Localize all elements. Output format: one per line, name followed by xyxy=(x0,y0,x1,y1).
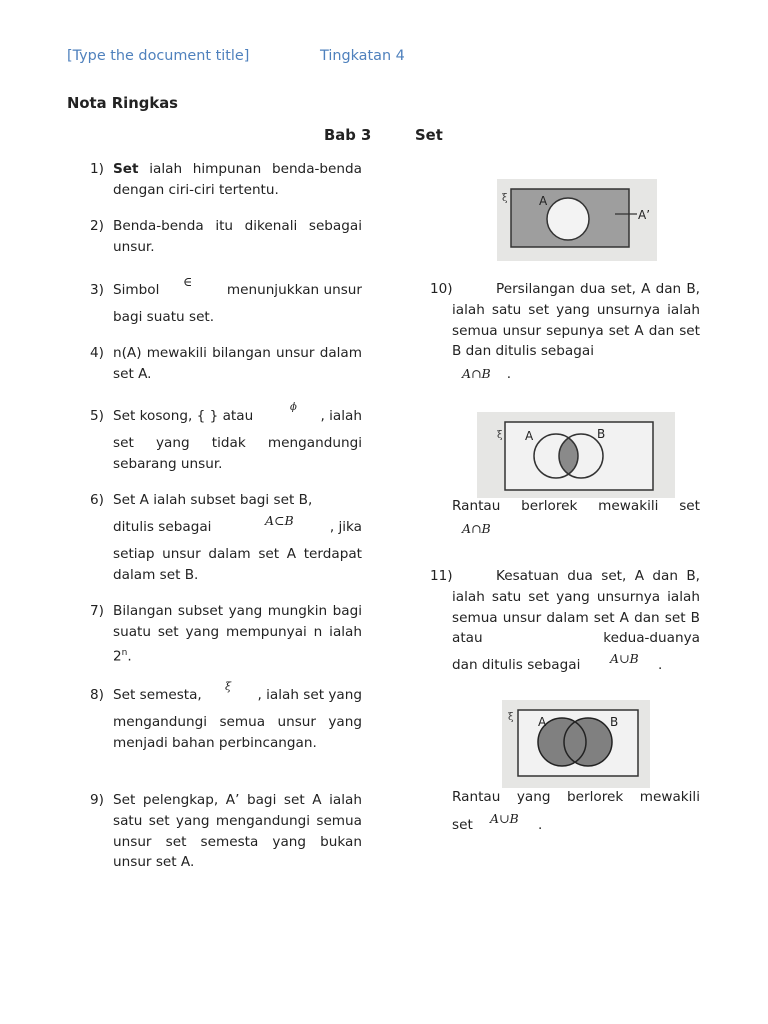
note-7: 7) Bilangan subset yang mungkin bagi suatu set yang mempunyai n ialah 2$^n$. xyxy=(90,603,362,665)
universal-set-symbol: ξ xyxy=(225,680,232,693)
note-9 xyxy=(90,790,362,873)
xi-label: ξ xyxy=(502,193,508,204)
note-text: Persilangan dua set, A dan B, ialah satu set yang unsurnya ialah semua unsur sepunya set A dan set B dan ditulis sebagai xyxy=(452,281,700,360)
level-label: Tingkatan 4 xyxy=(320,48,405,64)
a-label: A xyxy=(539,194,548,208)
note-8: 8) Set semesta, ξ , ialah set yang mengandungi semua unsur yang menjadi bahan perbincangan. xyxy=(90,685,362,754)
xi-label: ξ xyxy=(497,430,503,441)
a-prime-label: A’ xyxy=(638,208,651,222)
note-3: 3) Simbol ∈ menunjukkan unsur bagi suatu set. xyxy=(90,274,362,325)
element-of-symbol: ∈ xyxy=(183,274,193,289)
note-text: mengandungi semua unsur yang menjadi bahan perbincangan. xyxy=(113,714,362,751)
intersection-expression: A∩B xyxy=(462,366,491,382)
note-text: Set pelengkap, A’ bagi set A ialah satu set yang mengandungi semua unsur set semesta yang bukan unsur set A. xyxy=(113,792,362,871)
note-number: 3) xyxy=(90,282,104,298)
note-text: ialah himpunan benda-benda dengan ciri-ciri tertentu. xyxy=(113,161,362,198)
chapter-name: Set xyxy=(415,127,443,144)
note-2 xyxy=(90,216,362,258)
note-11: 11) Kesatuan dua set, A dan B, ialah satu set yang unsurnya ialah semua unsur dalam set A dan set B atau kedua-duanya dan ditulis sebagai A∪B . xyxy=(430,568,700,674)
intersection-caption: Rantau berlorek mewakili set A∩B xyxy=(452,496,700,540)
term-set: Set xyxy=(113,161,139,177)
note-number: 6) xyxy=(90,492,104,508)
note-number: 2) xyxy=(90,218,104,234)
chapter-number: Bab 3 xyxy=(324,127,372,144)
b-label: B xyxy=(597,427,606,441)
note-number: 5) xyxy=(90,408,104,424)
subset-expression: A⊂B xyxy=(265,512,294,528)
a-label: A xyxy=(538,715,547,729)
document-title-placeholder: [Type the document title] xyxy=(67,48,250,64)
note-4 xyxy=(90,343,362,385)
note-6: 6) Set A ialah subset bagi set B, ditulis sebagai A⊂B , jika setiap unsur dalam set A terdapat dalam set B. xyxy=(90,490,362,585)
a-label: A xyxy=(525,429,534,443)
b-label: B xyxy=(610,715,619,729)
complement-diagram xyxy=(497,179,657,261)
note-text: n(A) mewakili bilangan unsur dalam set A. xyxy=(113,345,362,382)
union-expression: A∪B xyxy=(610,651,639,667)
union-diagram xyxy=(502,700,650,788)
union-caption: Rantau yang berlorek mewakili set A∪B . xyxy=(452,789,700,833)
note-text: Benda-benda itu dikenali sebagai unsur. xyxy=(113,218,362,255)
note-number: 4) xyxy=(90,345,104,361)
note-number: 10) xyxy=(430,281,453,297)
note-number: 9) xyxy=(90,792,104,808)
intersection-expression: A∩B xyxy=(462,520,491,536)
note-5: 5) Set kosong, { } atau ϕ , ialah set yang tidak mengandungi sebarang unsur. xyxy=(90,406,362,475)
note-text: Bilangan subset yang mungkin bagi suatu set yang mempunyai n ialah 2 xyxy=(113,603,362,665)
note-text: setiap unsur dalam set A terdapat dalam set B. xyxy=(113,545,362,583)
empty-set-symbol: ϕ xyxy=(290,402,297,413)
set-a-circle xyxy=(547,198,589,240)
note-number: 7) xyxy=(90,603,104,619)
note-10: 10) Persilangan dua set, A dan B, ialah satu set yang unsurnya ialah semua unsur sepunya set A dan set B dan ditulis sebagai A∩B . xyxy=(430,281,700,383)
union-expression: A∪B xyxy=(490,810,519,826)
intersection-diagram xyxy=(477,412,675,498)
note-number: 1) xyxy=(90,161,104,177)
note-text: set yang tidak mengandungi sebarang unsur. xyxy=(113,435,362,472)
xi-label: ξ xyxy=(508,712,514,723)
exponent: n xyxy=(121,647,128,658)
note-number: 8) xyxy=(90,687,104,703)
note-1 xyxy=(90,159,362,201)
page-heading: Nota Ringkas xyxy=(67,95,178,112)
note-number: 11) xyxy=(430,568,453,584)
note-text: Kesatuan dua set, A dan B, ialah satu set yang unsurnya ialah semua unsur dalam set A dan set B atau kedua-duanya xyxy=(452,568,700,647)
